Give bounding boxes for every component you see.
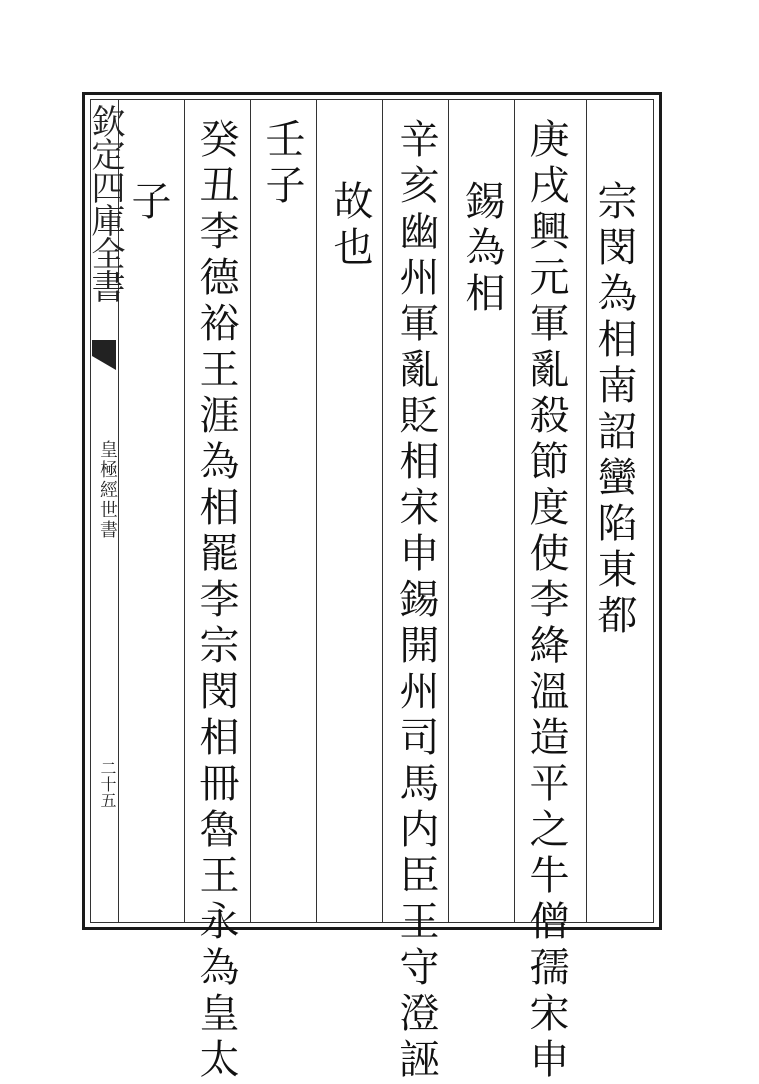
- column-rule: [184, 99, 185, 923]
- text-column-7: 癸丑李德裕王涯為相罷李宗閔相冊魯王永為皇太: [193, 118, 239, 1084]
- text-column-2: 庚戌興元軍亂殺節度使李絳溫造平之牛僧孺宋申: [523, 118, 569, 1084]
- text-column-4: 辛亥幽州軍亂貶相宋申錫開州司馬内臣王守澄誣: [393, 118, 439, 1084]
- text-column-6: 壬子: [259, 118, 305, 210]
- column-rule: [382, 99, 383, 923]
- column-rule: [586, 99, 587, 923]
- column-rule: [514, 99, 515, 923]
- column-rule: [316, 99, 317, 923]
- gutter-page-number: 二十五: [98, 760, 117, 808]
- gutter-book-name: 皇極經世書: [97, 440, 118, 540]
- column-rule: [250, 99, 251, 923]
- text-column-8: 子: [125, 180, 171, 226]
- text-column-3: 錫為相: [459, 180, 505, 318]
- column-rule: [448, 99, 449, 923]
- text-column-5: 故也: [327, 180, 373, 272]
- gutter-title: 欽定四庫全書: [85, 104, 125, 302]
- fishtail-icon: [90, 340, 118, 370]
- text-column-1: 宗閔為相南詔蠻陷東都: [591, 180, 637, 640]
